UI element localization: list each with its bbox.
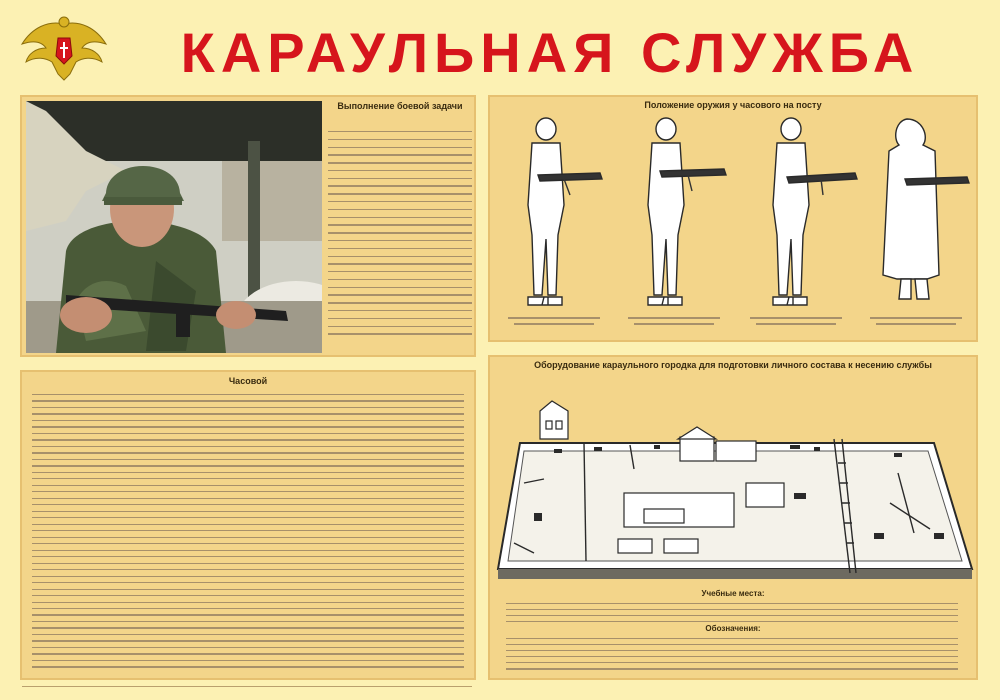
mission-panel: [20, 95, 476, 357]
sentry-title: Часовой: [228, 376, 268, 386]
guard-yard-notes-title: Обозначения:: [705, 624, 761, 633]
guard-yard-legend-title: Учебные места:: [701, 589, 765, 598]
mission-text: [328, 131, 472, 341]
sentry-panel: [20, 370, 476, 680]
double-headed-eagle-icon: [18, 14, 110, 86]
weapon-positions-title: Положение оружия у часового на посту: [644, 100, 822, 110]
weapon-positions-panel: [488, 95, 978, 342]
soldier-photo: [26, 101, 322, 353]
guard-yard-panel: [488, 355, 978, 680]
footer-line: [22, 686, 472, 687]
poster-title: КАРАУЛЬНАЯ СЛУЖБА: [180, 21, 920, 84]
sentry-text: [32, 394, 464, 673]
guard-yard-diagram: [494, 383, 976, 595]
guard-yard-title: Оборудование караульного городка для подготовки личного состава к несению службы: [534, 360, 932, 370]
mission-title: Выполнение боевой задачи: [337, 101, 463, 111]
guard-yard-notes-text: [506, 638, 958, 675]
sentry-figures-illustration: [498, 111, 972, 337]
